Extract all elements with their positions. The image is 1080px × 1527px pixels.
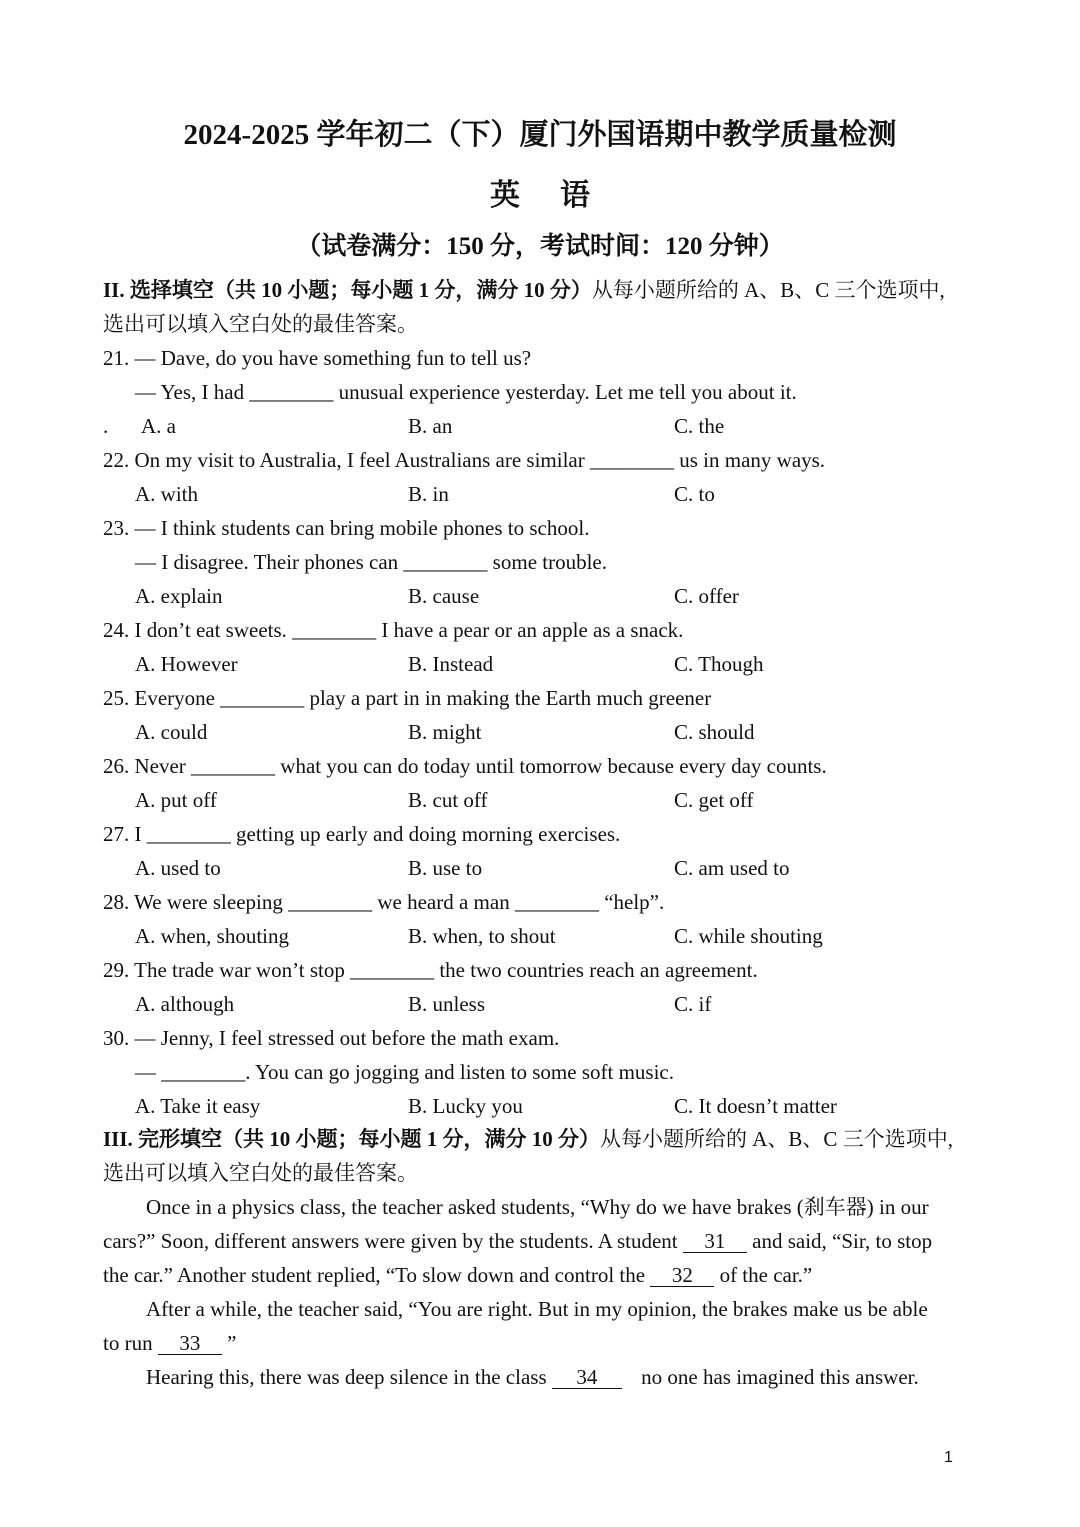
q26-option-c: C. get off (674, 788, 754, 812)
question-26: 26. Never ________ what you can do today until tomorrow because every day counts. (103, 754, 827, 778)
q28-option-b: B. when, to shout (408, 924, 556, 948)
section2-heading-bold: II. 选择填空（共 10 小题；每小题 1 分，满分 10 分） (103, 278, 592, 302)
q25-option-c: C. should (674, 720, 755, 744)
section3-heading (103, 1126, 953, 1152)
passage-p2-line1: After a while, the teacher said, “You are right. But in my opinion, the brakes make us be able (146, 1297, 928, 1321)
q30-option-c: C. It doesn’t matter (674, 1094, 837, 1118)
question-30-line2: — ________. You can go jogging and listen to some soft music. (135, 1060, 674, 1084)
question-21: 21. — Dave, do you have something fun to tell us? (103, 346, 532, 370)
exam-meta: （试卷满分：150 分，考试时间：120 分钟） (296, 233, 784, 260)
blank-33: 33 (158, 1332, 222, 1355)
q24-option-a: A. However (135, 652, 238, 676)
passage-text: cars?” Soon, different answers were given by the students. A student (103, 1229, 678, 1253)
passage-text: of the car.” (719, 1263, 813, 1287)
passage-text: to run (103, 1331, 153, 1355)
q24-option-b: B. Instead (408, 652, 494, 676)
section3-heading-bold: III. 完形填空（共 10 小题；每小题 1 分，满分 10 分） (103, 1127, 601, 1151)
q23-option-c: C. offer (674, 584, 739, 608)
q22-option-c: C. to (674, 482, 715, 506)
section2-heading (103, 277, 945, 303)
question-28: 28. We were sleeping ________ we heard a man ________ “help”. (103, 890, 665, 914)
section3-heading-rest: 从每小题所给的 A、B、C 三个选项中, (600, 1127, 953, 1151)
q21-option-b: B. an (408, 414, 453, 438)
q26-option-b: B. cut off (408, 788, 488, 812)
q27-option-c: C. am used to (674, 856, 790, 880)
q21-option-a: A. a (141, 414, 176, 438)
passage-p3-line1 (146, 1364, 919, 1390)
question-24: 24. I don’t eat sweets. ________ I have a pear or an apple as a snack. (103, 618, 684, 642)
q25-option-b: B. might (408, 720, 482, 744)
passage-p1-line3 (103, 1262, 812, 1288)
question-21-line2: — Yes, I had ________ unusual experience yesterday. Let me tell you about it. (135, 380, 797, 404)
passage-p1-line1: Once in a physics class, the teacher asked students, “Why do we have brakes (刹车器) in our (146, 1195, 929, 1219)
q30-option-b: B. Lucky you (408, 1094, 523, 1118)
q23-option-a: A. explain (135, 584, 223, 608)
section2-heading-line2: 选出可以填入空白处的最佳答案。 (103, 312, 418, 336)
question-25: 25. Everyone ________ play a part in in making the Earth much greener (103, 686, 712, 710)
blank-34: 34 (552, 1366, 622, 1389)
q27-option-a: A. used to (135, 856, 221, 880)
q25-option-a: A. could (135, 720, 208, 744)
question-23-line2: — I disagree. Their phones can ________ some trouble. (135, 550, 607, 574)
passage-p1-line2 (103, 1228, 932, 1254)
q28-option-c: C. while shouting (674, 924, 823, 948)
section3-heading-line2: 选出可以填入空白处的最佳答案。 (103, 1161, 418, 1185)
stray-dot: . (103, 414, 109, 438)
q29-option-b: B. unless (408, 992, 486, 1016)
q23-option-b: B. cause (408, 584, 480, 608)
question-27: 27. I ________ getting up early and doing morning exercises. (103, 822, 621, 846)
q29-option-a: A. although (135, 992, 235, 1016)
passage-text: the car.” Another student replied, “To slow down and control the (103, 1263, 646, 1287)
page-number: 1 (944, 1449, 953, 1466)
q22-option-b: B. in (408, 482, 449, 506)
q22-option-a: A. with (135, 482, 198, 506)
q21-option-c: C. the (674, 414, 725, 438)
q26-option-a: A. put off (135, 788, 217, 812)
passage-text: Hearing this, there was deep silence in the class (146, 1365, 547, 1389)
blank-32: 32 (650, 1264, 714, 1287)
passage-p2-line2 (103, 1330, 236, 1356)
question-29: 29. The trade war won’t stop ________ the two countries reach an agreement. (103, 958, 758, 982)
question-22: 22. On my visit to Australia, I feel Australians are similar ________ us in many ways. (103, 448, 826, 472)
question-23: 23. — I think students can bring mobile phones to school. (103, 516, 590, 540)
q30-option-a: A. Take it easy (135, 1094, 261, 1118)
q24-option-c: C. Though (674, 652, 764, 676)
passage-text: and said, “Sir, to stop (752, 1229, 933, 1253)
question-30: 30. — Jenny, I feel stressed out before the math exam. (103, 1026, 560, 1050)
q29-option-c: C. if (674, 992, 712, 1016)
subject-title: 英语 (490, 179, 630, 212)
q27-option-b: B. use to (408, 856, 483, 880)
passage-text: no one has imagined this answer. (641, 1365, 919, 1389)
blank-31: 31 (683, 1230, 747, 1253)
passage-text: ” (227, 1331, 237, 1355)
q28-option-a: A. when, shouting (135, 924, 289, 948)
exam-title: 2024-2025 学年初二（下）厦门外国语期中教学质量检测 (183, 119, 897, 151)
section2-heading-rest: 从每小题所给的 A、B、C 三个选项中, (591, 278, 945, 302)
